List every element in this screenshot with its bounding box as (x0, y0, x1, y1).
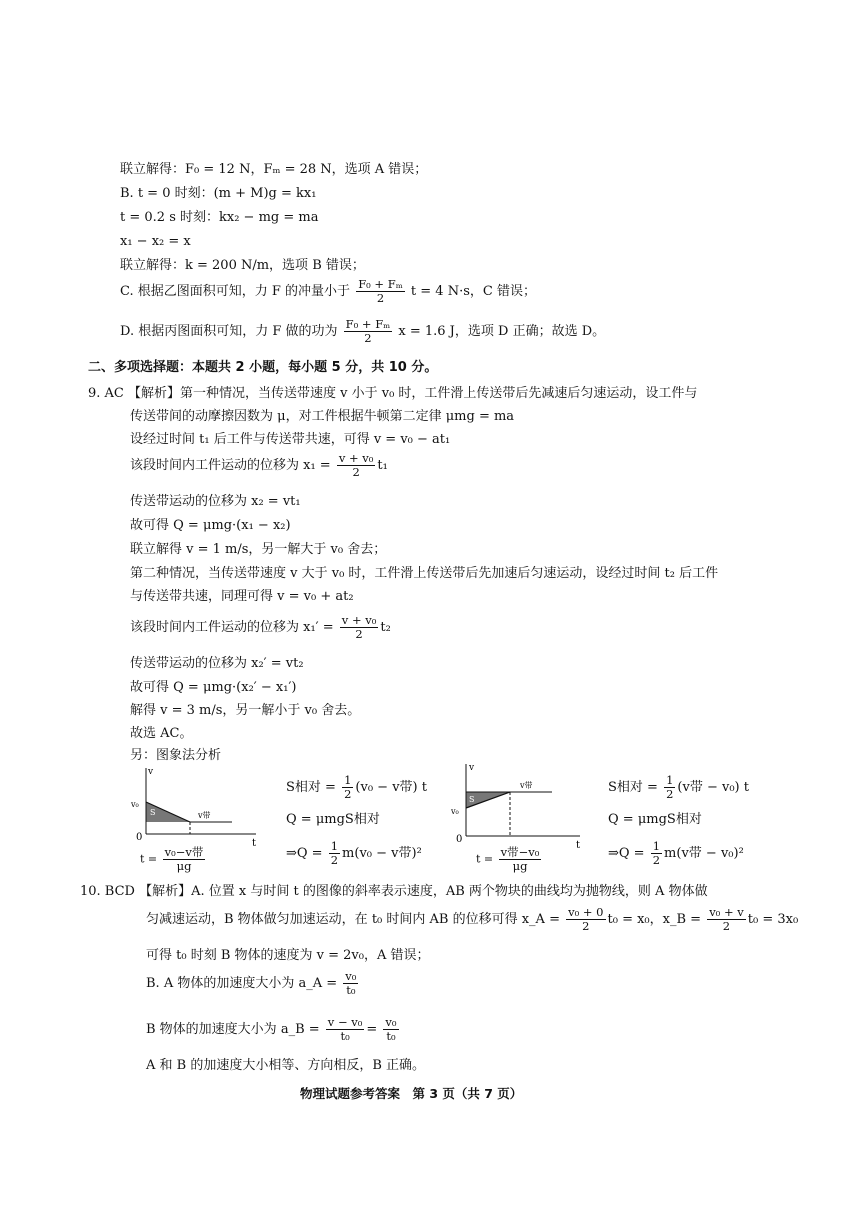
q9-line-n: 故选 AC。 (130, 726, 193, 741)
q9-line-h: 第二种情况，当传送带速度 v 大于 v₀ 时，工件滑上传送带后先加速后匀速运动，设经过时间 t₂ 后工件 (130, 566, 719, 581)
formula1-s (286, 774, 427, 801)
fraction: $\frac{\text{v₀ + 0}}{2}$ (568, 905, 604, 933)
text: t₂ (380, 620, 391, 635)
line-l7 (120, 318, 605, 346)
graph-label-vband: v带 (520, 781, 533, 790)
fraction: $\frac{\text{v₀−v带}}{\mu g}$ (164, 845, 204, 873)
graph-label-vband: v带 (198, 811, 211, 820)
fraction: $\frac{1}{2}$ (344, 773, 352, 801)
q9-line-f: 故可得 Q = μmg·(x₁ − x₂) (130, 518, 291, 533)
fraction: $\frac{\text{v₀}}{\text{t₀}}$ (385, 1015, 397, 1043)
line-l6 (120, 278, 536, 306)
text: t = (140, 852, 158, 866)
text: S相对 = (608, 780, 658, 795)
graph-label-s: S (150, 808, 156, 817)
text: ⇒Q = (286, 846, 323, 861)
fraction: $\frac{1}{2}$ (330, 839, 339, 867)
fraction: $\frac{\text{v + v₀}}{2}$ (341, 613, 377, 641)
q9-line-o: 另：图象法分析 (130, 748, 222, 763)
q9-line-k: 传送带运动的位移为 x₂′ = vt₂ (130, 656, 304, 671)
text: S相对 = (286, 780, 336, 795)
text: C. 根据乙图面积可知，力 F 的冲量小于 (120, 284, 351, 299)
graph-label-v: v (469, 763, 475, 773)
line-l5: 联立解得：k = 200 N/m，选项 B 错误； (120, 258, 365, 273)
text: m(v₀ − v带)² (342, 846, 422, 861)
graph1-t-formula (140, 846, 207, 873)
q9-line-b: 传送带间的动摩擦因数为 μ，对工件根据牛顿第二定律 μmg = ma (130, 409, 515, 424)
graph-label-s: S (469, 795, 475, 804)
q9-line-d (130, 452, 388, 480)
formula1-q2 (286, 840, 422, 867)
graph-label-origin: 0 (456, 834, 463, 845)
q10-line-e (146, 1016, 401, 1044)
q9-line-i: 与传送带共速，同理可得 v = v₀ + at₂ (130, 589, 354, 604)
fraction: $\frac{\text{F₀ + Fₘ}}{2}$ (345, 317, 391, 345)
text: t₀ = x₀，x_B = (607, 912, 702, 927)
text: 该段时间内工件运动的位移为 x₁ = (130, 458, 331, 473)
text: = (366, 1022, 378, 1037)
line-l2: B. t = 0 时刻：(m + M)g = kx₁ (120, 186, 317, 201)
text: t₀ = 3x₀ (747, 912, 799, 927)
fraction: $\frac{\text{v带−v₀}}{\mu g}$ (500, 845, 540, 873)
page-footer: 物理试题参考答案 第 3 页（共 7 页） (300, 1086, 523, 1101)
vt-graph-accelerate (440, 758, 590, 858)
text: t = 4 N·s，C 错误； (410, 284, 536, 299)
q10-line-d (146, 970, 360, 998)
text: t = (476, 852, 494, 866)
text: B 物体的加速度大小为 a_B = (146, 1022, 320, 1037)
line-l1: 联立解得：F₀ = 12 N，Fₘ = 28 N，选项 A 错误； (120, 162, 428, 177)
text: D. 根据丙图面积可知，力 F 做的功为 (120, 324, 338, 339)
q10-line-f: A 和 B 的加速度大小相等、方向相反，B 正确。 (146, 1058, 426, 1073)
formula1-q: Q = μmgS相对 (286, 812, 380, 827)
q9-line-g: 联立解得 v = 1 m/s，另一解大于 v₀ 舍去； (130, 542, 387, 557)
q10-line-a: 10. BCD 【解析】A. 位置 x 与时间 t 的图像的斜率表示速度，AB 两个物块的曲线均为抛物线，则 A 物体做 (80, 884, 708, 899)
graph-label-v0: v₀ (451, 807, 459, 816)
formula2-q: Q = μmgS相对 (608, 812, 702, 827)
q10-line-c: 可得 t₀ 时刻 B 物体的速度为 v = 2v₀，A 错误； (146, 948, 430, 963)
fraction: $\frac{\text{v₀ + v}}{2}$ (709, 905, 744, 933)
text: B. A 物体的加速度大小为 a_A = (146, 976, 338, 991)
text: (v带 − v₀) t (677, 780, 749, 795)
fraction: $\frac{1}{2}$ (666, 773, 674, 801)
graph-label-t: t (252, 838, 257, 849)
q9-line-l: 故可得 Q = μmg·(x₂′ − x₁′) (130, 680, 297, 695)
fraction: $\frac{\text{v − v₀}}{\text{t₀}}$ (327, 1015, 363, 1043)
text: 匀减速运动，B 物体做匀加速运动，在 t₀ 时间内 AB 的位移可得 x_A = (146, 912, 560, 927)
q10-line-b (146, 906, 798, 934)
line-l3: t = 0.2 s 时刻：kx₂ − mg = ma (120, 210, 319, 225)
graph-label-origin: 0 (136, 832, 143, 843)
text: m(v带 − v₀)² (664, 846, 744, 861)
section-2-heading: 二、多项选择题：本题共 2 小题，每小题 5 分，共 10 分。 (88, 360, 438, 375)
graph-label-v0: v₀ (131, 800, 139, 809)
fraction: $\frac{\text{v + v₀}}{2}$ (338, 451, 374, 479)
q9-line-c: 设经过时间 t₁ 后工件与传送带共速，可得 v = v₀ − at₁ (130, 432, 451, 447)
graph2-t-formula (476, 846, 543, 873)
formula2-q2 (608, 840, 744, 867)
graph-label-v: v (148, 767, 154, 777)
text: 该段时间内工件运动的位移为 x₁′ = (130, 620, 334, 635)
graph-label-t: t (576, 840, 581, 851)
q9-line-j (130, 614, 391, 642)
q9-line-a: 9. AC 【解析】第一种情况，当传送带速度 v 小于 v₀ 时，工件滑上传送带后先减速后匀速运动，设工件与 (88, 386, 698, 401)
q9-line-e: 传送带运动的位移为 x₂ = vt₁ (130, 494, 301, 509)
text: t₁ (377, 458, 388, 473)
fraction: $\frac{\text{F₀ + Fₘ}}{2}$ (358, 277, 403, 305)
line-l4: x₁ − x₂ = x (120, 234, 191, 249)
text: ⇒Q = (608, 846, 645, 861)
text: x = 1.6 J，选项 D 正确；故选 D。 (398, 324, 606, 339)
formula2-s (608, 774, 749, 801)
fraction: $\frac{\text{v₀}}{\text{t₀}}$ (345, 969, 357, 997)
q9-line-m: 解得 v = 3 m/s，另一解小于 v₀ 舍去。 (130, 703, 361, 718)
fraction: $\frac{1}{2}$ (652, 839, 661, 867)
text: (v₀ − v带) t (355, 780, 427, 795)
